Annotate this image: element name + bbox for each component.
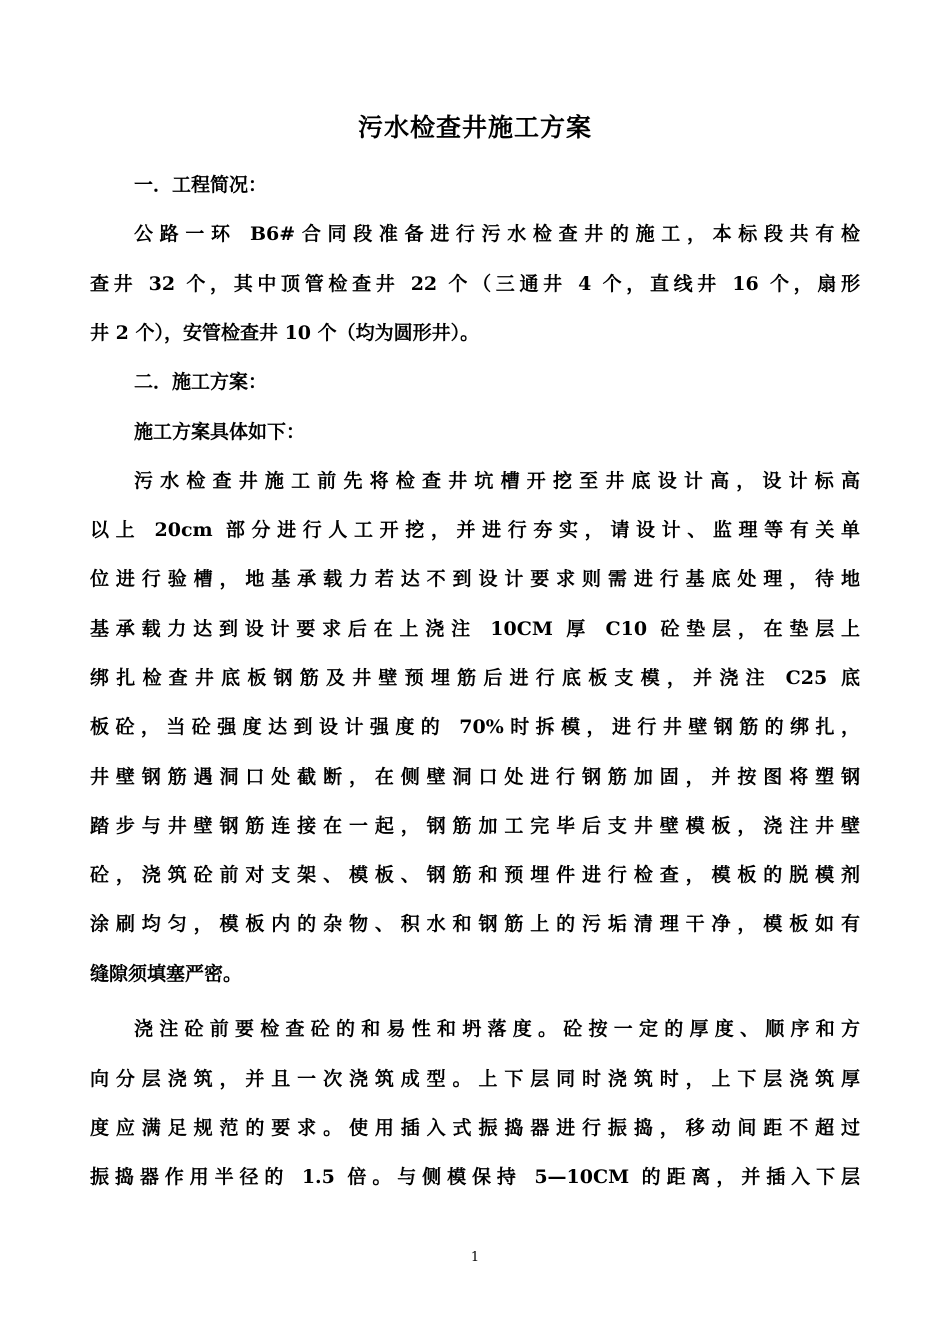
text-line: 度应满足规范的要求。使用插入式振捣器进行振捣，移动间距不超过 — [90, 1117, 860, 1139]
text-line: 踏步与井壁钢筋连接在一起，钢筋加工完毕后支井壁模板，浇注井壁 — [90, 815, 860, 837]
text-line: 公路一环 B6#合同段准备进行污水检查井的施工，本标段共有检 — [134, 223, 860, 245]
text-line: 向分层浇筑，并且一次浇筑成型。上下层同时浇筑时，上下层浇筑厚 — [90, 1068, 860, 1090]
section-heading-overview: 一．工程简况： — [134, 174, 268, 196]
text-line: 基承载力达到设计要求后在上浇注 10CM 厚 C10 砼垫层，在垫层上 — [90, 618, 860, 640]
text-line: 涂刷均匀，模板内的杂物、积水和钢筋上的污垢清理干净，模板如有 — [90, 913, 860, 935]
text-line: 板砼，当砼强度达到设计强度的 70%时拆模，进行井壁钢筋的绑扎， — [90, 716, 860, 738]
text-line: 缝隙须填塞严密。 — [90, 963, 243, 985]
text-line: 井壁钢筋遇洞口处截断，在侧壁洞口处进行钢筋加固，并按图将塑钢 — [90, 766, 860, 788]
text-line: 施工方案具体如下： — [134, 421, 306, 443]
section-heading-plan: 二．施工方案： — [134, 371, 268, 393]
text-line: 污水检查井施工前先将检查井坑槽开挖至井底设计高，设计标高 — [134, 470, 860, 492]
document-title: 污水检查井施工方案 — [357, 113, 592, 142]
text-line: 振捣器作用半径的 1.5 倍。与侧模保持 5—10CM 的距离，并插入下层 — [90, 1166, 860, 1188]
text-line: 绑扎检查井底板钢筋及井壁预埋筋后进行底板支模，并浇注 C25 底 — [90, 667, 860, 689]
text-line: 浇注砼前要检查砼的和易性和坍落度。砼按一定的厚度、顺序和方 — [134, 1018, 860, 1040]
text-line: 砼，浇筑砼前对支架、模板、钢筋和预埋件进行检查，模板的脱模剂 — [90, 864, 860, 886]
text-line: 以上 20cm 部分进行人工开挖，并进行夯实，请设计、监理等有关单 — [90, 519, 860, 541]
page-number: 1 — [470, 1250, 480, 1265]
text-line: 井 2 个），安管检查井 10 个（均为圆形井）。 — [90, 322, 480, 344]
text-line: 查井 32 个，其中顶管检查井 22 个（三通井 4 个，直线井 16 个，扇形 — [90, 273, 860, 295]
text-line: 位进行验槽，地基承载力若达不到设计要求则需进行基底处理，待地 — [90, 568, 860, 590]
